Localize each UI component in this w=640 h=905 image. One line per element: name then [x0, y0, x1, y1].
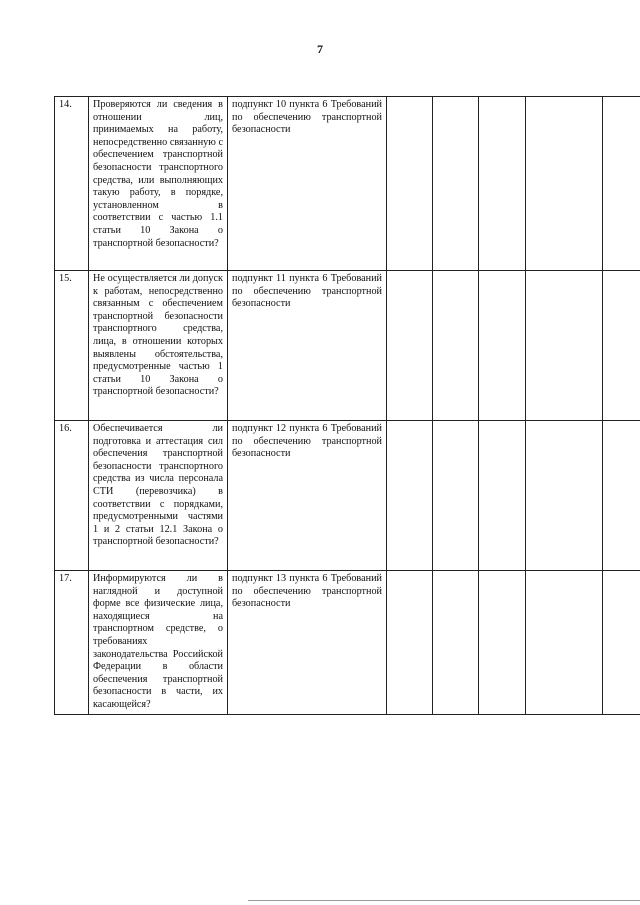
answer-cell-no[interactable] — [433, 421, 479, 571]
row-number: 14. — [55, 97, 89, 271]
table-row — [55, 271, 640, 421]
reference-cell: подпункт 11 пункта 6 Требований по обеспечению транспортной безопасности — [228, 271, 387, 421]
answer-cell-extra[interactable] — [526, 97, 603, 271]
question-cell: Информируются ли в наглядной и доступной форме все физические лица, находящиеся на транспортном средстве, о требованиях законодательства Российской Федерации в области обеспечения транспортной безопасности в части, их касающейся? — [89, 571, 228, 715]
answer-cell-yes[interactable] — [387, 97, 433, 271]
answer-cell-na[interactable] — [479, 97, 526, 271]
reference-cell: подпункт 12 пункта 6 Требований по обеспечению транспортной безопасности — [228, 421, 387, 571]
answer-cell-no[interactable] — [433, 271, 479, 421]
answer-cell-na[interactable] — [479, 421, 526, 571]
row-number: 17. — [55, 571, 89, 715]
question-cell: Обеспечивается ли подготовка и аттестация сил обеспечения транспортной безопасности транспортного средства из числа персонала СТИ (перевозчика) в соответствии с порядками, предусмотренными частями 1 и 2 статьи 12.1 Закона о транспортной безопасности? — [89, 421, 228, 571]
row-number: 15. — [55, 271, 89, 421]
question-cell: Не осуществляется ли допуск к работам, непосредственно связанным с обеспечением транспортной безопасности транспортного средства, лица, в отношении которых выявлены обстоятельства, предусмотренные частью 1 статьи 10 Закона о транспортной безопасности? — [89, 271, 228, 421]
answer-cell-note[interactable] — [603, 271, 640, 421]
answer-cell-extra[interactable] — [526, 421, 603, 571]
scan-edge-line — [248, 900, 640, 901]
table-row — [55, 97, 640, 271]
answer-cell-note[interactable] — [603, 571, 640, 715]
answer-cell-extra[interactable] — [526, 571, 603, 715]
row-number: 16. — [55, 421, 89, 571]
reference-cell: подпункт 10 пункта 6 Требований по обеспечению транспортной безопасности — [228, 97, 387, 271]
answer-cell-no[interactable] — [433, 97, 479, 271]
page-number: 7 — [317, 42, 323, 56]
table-row — [55, 571, 640, 715]
answer-cell-yes[interactable] — [387, 571, 433, 715]
reference-cell: подпункт 13 пункта 6 Требований по обеспечению транспортной безопасности — [228, 571, 387, 715]
answer-cell-yes[interactable] — [387, 421, 433, 571]
answer-cell-na[interactable] — [479, 571, 526, 715]
table-row — [55, 421, 640, 571]
answer-cell-yes[interactable] — [387, 271, 433, 421]
question-cell: Проверяются ли сведения в отношении лиц, принимаемых на работу, непосредственно связанную с обеспечением транспортной безопасности транспортного средства, или выполняющих такую работу, в порядке, установленном в соответствии с частью 1.1 статьи 10 Закона о транспортной безопасности? — [89, 97, 228, 271]
answer-cell-note[interactable] — [603, 97, 640, 271]
answer-cell-na[interactable] — [479, 271, 526, 421]
answer-cell-note[interactable] — [603, 421, 640, 571]
checklist-table — [54, 96, 640, 715]
answer-cell-no[interactable] — [433, 571, 479, 715]
answer-cell-extra[interactable] — [526, 271, 603, 421]
